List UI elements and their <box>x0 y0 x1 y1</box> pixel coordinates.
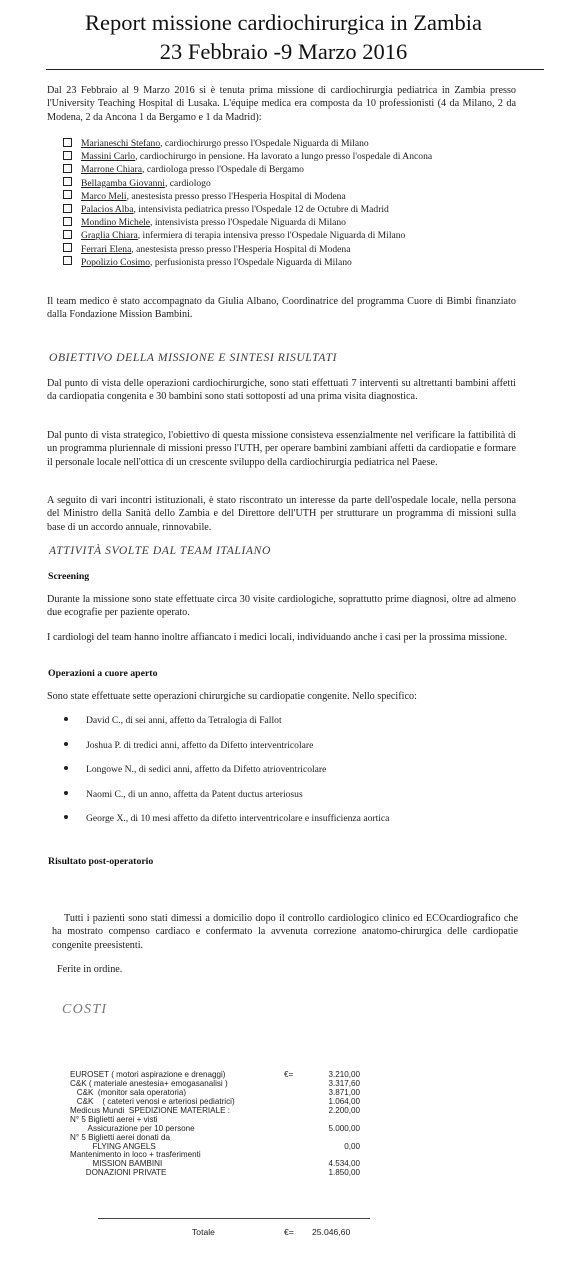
team-member <box>63 163 533 176</box>
checkbox-icon <box>63 243 72 252</box>
checkbox-icon <box>63 151 72 160</box>
team-member-name: Marco Meli <box>81 190 127 202</box>
screening-paragraph-2: I cardiologi del team hanno inoltre affiancato i medici locali, individuando anche i casi per la prossima missione. <box>47 632 508 643</box>
cost-row <box>70 1079 430 1088</box>
team-member-role: , intensivista pediatrica presso l'Ospedale 12 de Octubre di Madrid <box>133 204 389 216</box>
team-member-name: Popolizio Cosimo <box>81 256 151 268</box>
team-member-name: Graglia Chiara <box>81 230 138 242</box>
patient-item <box>64 812 534 837</box>
patient-item <box>64 763 534 788</box>
cost-label: C&K ( materiale anestesia+ emogasanalisi ) <box>70 1078 228 1088</box>
bullet-icon <box>64 742 68 746</box>
team-member-role: , intensivista presso l'Ospedale Niguarda di Milano <box>150 217 346 229</box>
cost-row <box>70 1124 430 1133</box>
patient-item <box>64 788 534 813</box>
team-member <box>63 177 533 190</box>
intro-paragraph: Dal 23 Febbraio al 9 Marzo 2016 si è tenuta prima missione di cardiochirurgia pediatrica in Zambia presso l'University Teaching Hospital di Lusaka. L'équipe medica era composta da 10 professionisti (4 da Milano, 2 da Modena, 2 da Ancona 1 da Bergamo e 1 da Madrid): <box>47 85 516 123</box>
team-member <box>63 229 533 242</box>
team-member-name: Massini Carlo <box>81 151 136 163</box>
total-amount: 25.046,60 <box>312 1227 351 1237</box>
patient-list <box>64 714 534 837</box>
cost-label: DONAZIONI PRIVATE <box>70 1168 167 1178</box>
total-currency: €= <box>284 1227 294 1237</box>
cost-row <box>70 1097 430 1106</box>
cost-label: EUROSET ( motori aspirazione e drenaggi) <box>70 1070 226 1079</box>
costs-table <box>70 1070 430 1177</box>
checkbox-icon <box>63 256 72 265</box>
cost-row <box>70 1106 430 1115</box>
team-member <box>63 190 533 203</box>
bullet-icon <box>64 717 68 721</box>
checkbox-icon <box>63 177 72 186</box>
cost-amount: 4.534,00 <box>328 1159 360 1169</box>
cost-row <box>70 1133 430 1142</box>
patient-text: Naomi C., di un anno, affetta da Patent ductus arteriosus <box>86 788 303 800</box>
team-list <box>63 137 533 269</box>
cost-label: MISSION BAMBINI <box>70 1159 163 1169</box>
cost-row <box>70 1142 430 1151</box>
bullet-icon <box>64 815 68 819</box>
cost-amount: 3.210,00 <box>328 1070 360 1079</box>
total-divider <box>98 1218 370 1219</box>
cost-row <box>70 1159 430 1168</box>
team-member-role: , cardiochirurgo in pensione. Ha lavorato a lungo presso l'ospedale di Ancona <box>135 151 433 163</box>
checkbox-icon <box>63 230 72 239</box>
team-member-role: , perfusionista presso l'Ospedale Niguarda di Milano <box>150 256 352 268</box>
checkbox-icon <box>63 164 72 173</box>
cost-label: N° 5 Biglietti aerei donati da <box>70 1132 170 1142</box>
team-member-name: Marrone Chiara <box>81 164 143 176</box>
cost-row <box>70 1168 430 1177</box>
bullet-icon <box>64 791 68 795</box>
team-member-name: Bellagamba Giovanni <box>81 177 165 189</box>
cost-label: C&K (monitor sala operatoria) <box>70 1087 187 1097</box>
postop-title: Risultato post-operatorio <box>48 856 154 867</box>
team-member-role: , cardiochirurgo presso l'Ospedale Niguarda di Milano <box>160 138 369 149</box>
surgery-title: Operazioni a cuore aperto <box>48 668 158 679</box>
objective-heading: OBIETTIVO DELLA MISSIONE E SINTESI RISULTATI <box>49 351 338 364</box>
team-member-name: Mondino Michele <box>81 217 151 229</box>
cost-row <box>70 1088 430 1097</box>
cost-amount: 3.317,60 <box>328 1078 360 1088</box>
cost-amount: 0,00 <box>344 1141 360 1151</box>
cost-label: N° 5 Biglietti aerei + visti <box>70 1114 158 1124</box>
team-member-name: Ferrari Elena <box>81 243 132 255</box>
patient-text: Longowe N., di sedici anni, affetto da Difetto atrioventricolare <box>86 764 327 775</box>
team-member-role: , anestesista presso presso l'Hesperia Hospital di Modena <box>126 190 346 202</box>
cost-row <box>70 1150 430 1159</box>
cost-label: Mantenimento in loco + trasferimenti <box>70 1150 201 1160</box>
patient-text: David C., di sei anni, affetto da Tetralogia di Fallot <box>86 715 282 726</box>
patient-item <box>64 714 534 739</box>
title-divider <box>46 69 544 70</box>
cost-row <box>70 1115 430 1124</box>
team-note: Il team medico è stato accompagnato da Giulia Albano, Coordinatrice del programma Cuore di Bimbi finanziato dalla Fondazione Mission Bambini. <box>47 296 516 321</box>
team-member <box>63 150 533 163</box>
bullet-icon <box>64 766 68 770</box>
checkbox-icon <box>63 190 72 199</box>
total-label: Totale <box>192 1227 215 1237</box>
costs-heading: COSTI <box>62 1002 108 1017</box>
team-member-name: Marianeschi Stefano <box>81 138 161 149</box>
team-member <box>63 216 533 229</box>
screening-paragraph-1: Durante la missione sono state effettuate circa 30 visite cardiologiche, soprattutto prime diagnosi, oltre ad almeno due ecografie per paziente operato. <box>47 594 516 619</box>
cost-amount: 3.871,00 <box>328 1087 360 1097</box>
team-member-name: Palacios Alba <box>81 204 134 216</box>
team-member <box>63 243 533 256</box>
objective-paragraph-1: Dal punto di vista delle operazioni cardiochirurgiche, sono stati effettuati 7 interventi su altrettanti bambini affetti da cardiopatia congenita e 30 bambini sono stati sottoposti ad una prima visita diagnostica. <box>47 378 516 403</box>
team-member-role: , cardiologo <box>164 177 211 189</box>
cost-amount: 1.850,00 <box>328 1168 360 1178</box>
cost-amount: 2.200,00 <box>328 1105 360 1115</box>
patient-item <box>64 739 534 764</box>
checkbox-icon <box>63 138 72 147</box>
cost-label: C&K ( cateteri venosi e arteriosi pediatrici) <box>70 1096 235 1106</box>
cost-amount: 1.064,00 <box>328 1096 360 1106</box>
report-dates: 23 Febbraio -9 Marzo 2016 <box>159 39 408 64</box>
team-member-role: , cardiologa presso l'Ospedale di Bergamo <box>142 164 304 176</box>
report-title: Report missione cardiochirurgica in Zambia <box>85 10 482 35</box>
surgery-intro: Sono state effettuate sette operazioni chirurgiche su cardiopatie congenite. Nello specifico: <box>47 691 417 702</box>
screening-title: Screening <box>48 571 90 582</box>
cost-currency: €= <box>284 1070 294 1079</box>
objective-paragraph-2: Dal punto di vista strategico, l'obiettivo di questa missione consisteva essenzialmente nel verificare la fattibilità di un programma pluriennale di missioni presso l'UTH, per operare bambini zambiani affetti da cardiopatie e formare il personale locale nell'ottica di un crescente sviluppo della cardiochirurgia pediatrica nel Paese. <box>47 430 516 468</box>
cost-amount: 5.000,00 <box>328 1123 360 1133</box>
checkbox-icon <box>63 217 72 226</box>
checkbox-icon <box>63 204 72 213</box>
patient-text: Joshua P. di tredici anni, affetto da Difetto interventricolare <box>86 739 314 751</box>
cost-label: Assicurazione per 10 persone <box>70 1123 195 1133</box>
cost-row <box>70 1070 430 1079</box>
team-member-role: , infermiera di terapia intensiva presso l'Ospedale Niguarda di Milano <box>137 230 406 242</box>
patient-text: George X., di 10 mesi affetto da difetto interventricolare e insufficienza aortica <box>86 813 390 824</box>
team-member-role: , anestesista presso presso l'Hesperia Hospital di Modena <box>131 243 351 255</box>
wounds-note: Ferite in ordine. <box>57 964 123 975</box>
objective-paragraph-3: A seguito di vari incontri istituzionali, è stato riscontrato un interesse da parte dell'ospedale locale, nella persona del Ministro della Sanità dello Zambia e del Direttore dell'UTH per strutturare un programma di missioni sulla base di un accordo annuale, rinnovabile. <box>47 495 516 533</box>
cost-label: Medicus Mundi SPEDIZIONE MATERIALE : <box>70 1105 230 1115</box>
postop-paragraph: Tutti i pazienti sono stati dimessi a domicilio dopo il controllo cardiologico clinico ed ECOcardiografico che ha mostrato compenso cardiaco e confermato la avvenuta correzione anatomo-chirurgica delle cardiopatie congenite preesistenti. <box>52 913 518 951</box>
cost-label: FLYING ANGELS <box>70 1141 156 1151</box>
activities-heading: ATTIVITÀ SVOLTE DAL TEAM ITALIANO <box>49 544 271 557</box>
team-member <box>63 137 533 150</box>
team-member <box>63 256 533 269</box>
team-member <box>63 203 533 216</box>
